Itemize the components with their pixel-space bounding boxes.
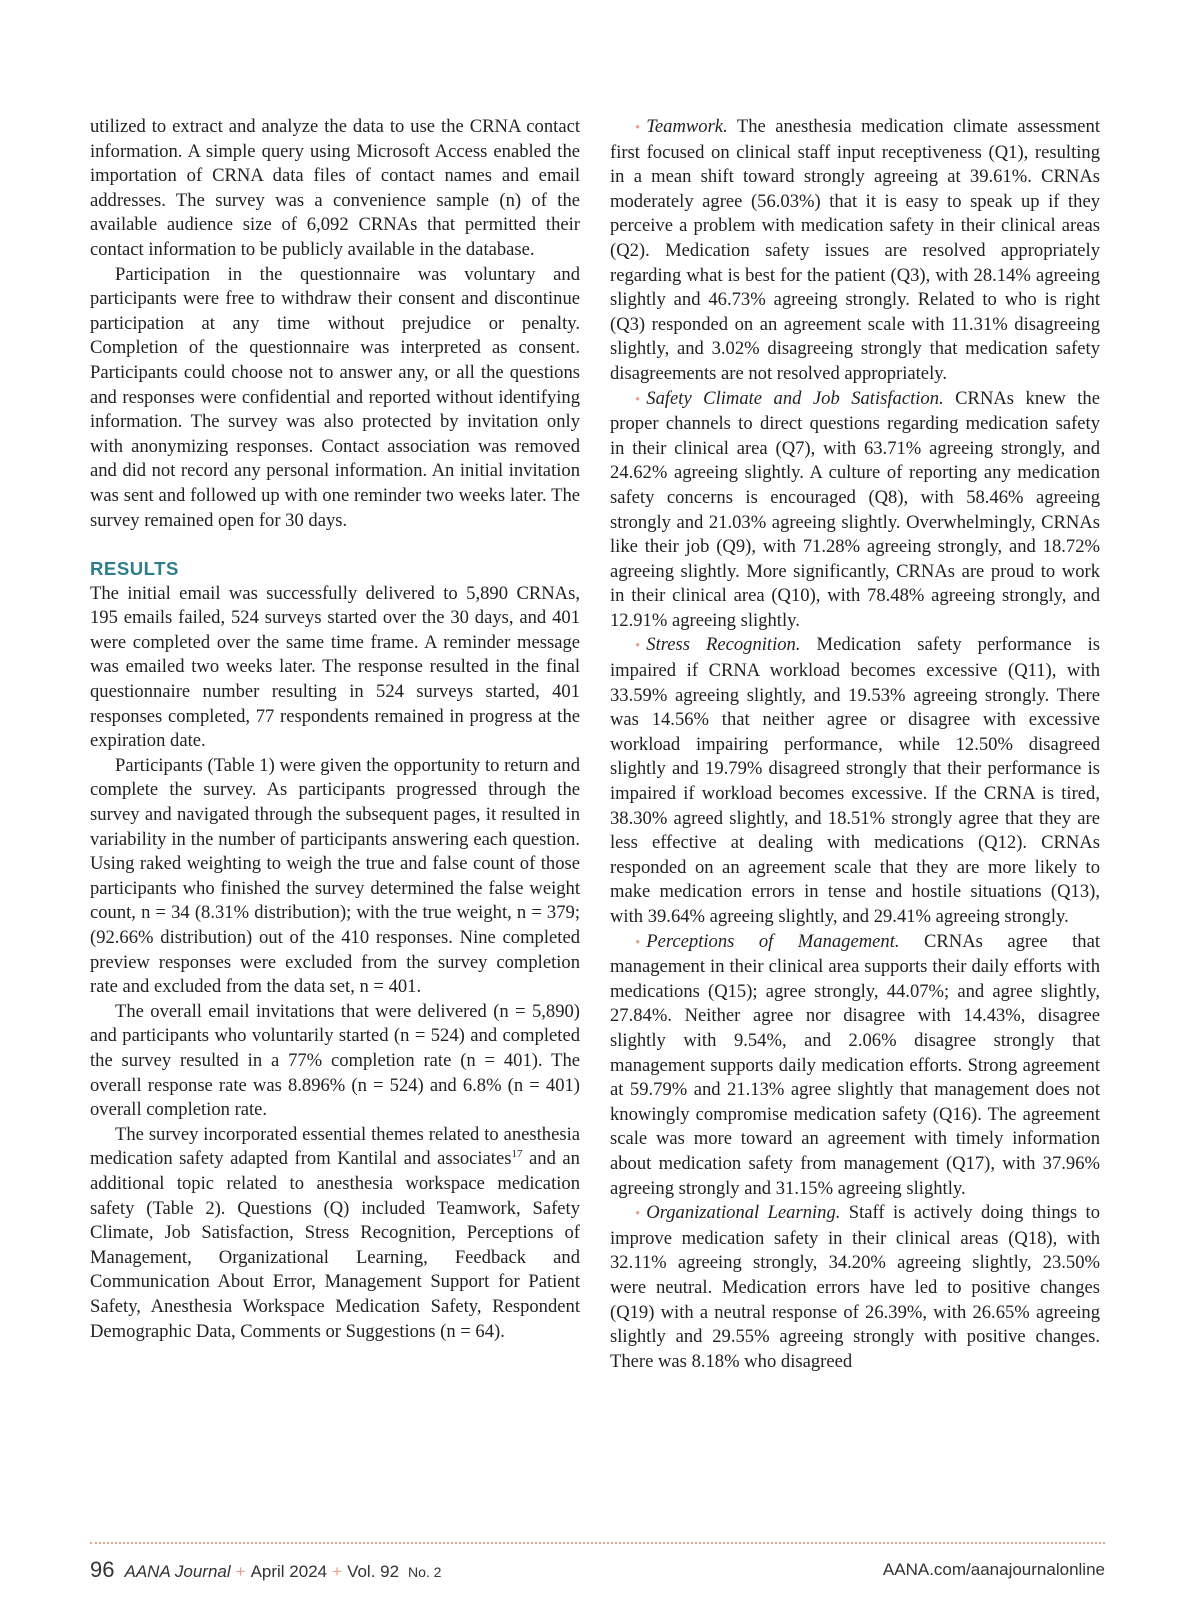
perceptions-management-label: Perceptions of Management. — [646, 930, 900, 952]
page-number: 96 — [90, 1557, 115, 1582]
teamwork-paragraph — [610, 115, 1100, 387]
journal-url: AANA.com/aanajournalonline — [882, 1560, 1105, 1579]
plus-icon: + — [235, 1562, 246, 1581]
journal-name: AANA Journal — [124, 1562, 231, 1581]
teamwork-text: The anesthesia medication climate assessment first focused on clinical staff input receptiveness (Q1), resulting in a mean shift toward strongly agreeing at 39.61%. CRNAs moderately agree (56.03%) that it is easy to speak up if they perceive a problem with medication safety in their clinical areas (Q2). Medication safety issues are resolved appropriately regarding what is best for the patient (Q3), with 28.14% agreeing slightly and 46.73% agreeing strongly. Related to who is right (Q3) responded on an agreement scale with 11.31% disagreeing slightly, and 3.02% disagreeing strongly that medication safety disagreements are not resolved appropriately. — [610, 116, 1100, 384]
survey-themes-text-a: The survey incorporated essential themes related to anesthesia medication safety adapted from Kantilal and associates — [90, 1123, 580, 1170]
organizational-learning-label: Organizational Learning. — [646, 1202, 841, 1224]
safety-climate-label: Safety Climate and Job Satisfaction. — [646, 387, 944, 409]
safety-climate-paragraph — [610, 387, 1100, 634]
page-footer — [90, 1557, 1105, 1587]
plus-icon: + — [332, 1562, 343, 1581]
survey-themes-text-b: and an additional topic related to anesthesia workspace medication safety (Table 2). Questions (Q) included Teamwork, Safety Climate, Job Satisfaction, Stress Recognition, Perceptions of Management, Organizational Learning, Feedback and Communication About Error, Management Support for Patient Safety, Anesthesia Workspace Medication Safety, Respondent Demographic Data, Comments or Suggestions (n = 64). — [90, 1148, 580, 1342]
bullet-icon: • — [635, 120, 641, 136]
perceptions-management-text: CRNAs agree that management in their clinical area supports their daily efforts with medications (Q15); agree strongly, 44.07%; and agree slightly, 27.84%. Neither agree nor disagree with 14.43%, disagree slightly with 9.54%, and 2.06% disagree strongly that management supports daily medication efforts. Strong agreement at 59.79% and 21.13% agree slightly that management does not knowingly compromise medication safety (Q16). The agreement scale was more toward an agreement with timely information about medication safety from management (Q17), with 37.96% agreeing strongly and 31.15% agreeing slightly. — [610, 930, 1100, 1199]
paragraph-results-email: The initial email was successfully delivered to 5,890 CRNAs, 195 emails failed, 524 surveys started over the 30 days, and 401 were completed over the same time frame. A reminder message was emailed two weeks later. The response resulted in the final questionnaire number resulting in 524 surveys started, 401 responses completed, 77 respondents remained in progress at the expiration date. — [90, 582, 580, 752]
stress-recognition-text: Medication safety performance is impaired if CRNA workload becomes excessive (Q11), with 33.59% agreeing slightly, and 19.53% agreeing strongly. There was 14.56% that neither agree or disagree with excessive workload impairing performance, while 12.50% disagreed slightly and 19.79% disagreed strongly that their performance is impaired if workload becomes excessive. If the CRNA is tired, 38.30% agreed slightly, and 18.51% strongly agree that they are less effective at dealing with medications (Q12). CRNAs responded on an agreement scale that they are more likely to make medication errors in tense and hostile situations (Q13), with 39.64% agreeing slightly, and 29.41% agreeing strongly. — [610, 634, 1100, 927]
paragraph-survey-themes — [90, 1123, 580, 1344]
perceptions-management-paragraph — [610, 930, 1100, 1202]
paragraph-response-rate: The overall email invitations that were delivered (n = 5,890) and participants who voluntarily started (n = 524) and completed the survey resulted in a 77% completion rate (n = 401). The overall response rate was 8.896% (n = 524) and 6.8% (n = 401) overall completion rate. — [90, 1000, 580, 1121]
bullet-icon: • — [635, 1206, 641, 1223]
right-column — [610, 115, 1100, 1374]
volume: Vol. 92 — [347, 1562, 400, 1581]
footer-divider — [90, 1542, 1105, 1544]
safety-climate-text: CRNAs knew the proper channels to direct questions regarding medication safety in their clinical area (Q7), with 63.71% agreeing strongly, and 24.62% agreeing slightly. A culture of reporting any medication safety concerns is encouraged (Q8), with 58.46% agreeing strongly and 21.03% agreeing slightly. Overwhelmingly, CRNAs like their job (Q9), with 71.28% agreeing strongly, and 18.72% agreeing slightly. More significantly, CRNAs are proud to work in their clinical area (Q10), with 78.48% agreeing strongly, and 12.91% agreeing slightly. — [610, 387, 1100, 631]
stress-recognition-paragraph — [610, 633, 1100, 929]
footer-citation — [90, 1557, 441, 1583]
bullet-icon: • — [635, 638, 641, 655]
bullet-icon: • — [635, 391, 641, 408]
paragraph-participants: Participants (Table 1) were given the opportunity to return and complete the survey. As participants progressed through the survey and navigated through the subsequent pages, it resulted in variability in the number of participants answering each question. Using raked weighting to weigh the true and false count of those participants who finished the survey determined the false weight count, n = 34 (8.31% distribution); with the true weight, n = 379; (92.66% distribution) out of the 410 responses. Nine completed preview responses were excluded from the survey completion rate and excluded from the data set, n = 401. — [90, 754, 580, 998]
paragraph-methods-data: utilized to extract and analyze the data to use the CRNA contact information. A simple query using Microsoft Access enabled the importation of CRNA data files of contact names and email addresses. The survey was a convenience sample (n) of the available audience size of 6,092 CRNAs that permitted their contact information to be publicly available in the database. — [90, 116, 580, 260]
teamwork-label: Teamwork. — [646, 116, 728, 137]
organizational-learning-paragraph — [610, 1201, 1100, 1374]
bullet-icon: • — [635, 934, 641, 951]
reference-superscript: 17 — [511, 1148, 523, 1161]
paragraph-participation: Participation in the questionnaire was voluntary and participants were free to withdraw their consent and discontinue participation at any time without prejudice or penalty. Completion of the questionnaire was interpreted as consent. Participants could choose not to answer any, or all the questions and responses were confidential and reported without identifying information. The survey was also protected by invitation only with anonymizing responses. Contact association was removed and did not record any personal information. An initial invitation was sent and followed up with one reminder two weeks later. The survey remained open for 30 days. — [90, 263, 580, 531]
issue-date: April 2024 — [250, 1562, 328, 1581]
results-heading: RESULTS — [90, 558, 179, 580]
left-column — [90, 115, 580, 1344]
stress-recognition-label: Stress Recognition. — [646, 634, 801, 656]
issue-number: No. 2 — [407, 1564, 442, 1580]
organizational-learning-text: Staff is actively doing things to improve medication safety in their clinical areas (Q18), with 32.11% agreeing strongly, 34.20% agreeing slightly, 23.50% were neutral. Medication errors have led to positive changes (Q19) with a neutral response of 26.39%, with 26.65% agreeing slightly and 29.55% agreeing strongly with positive changes. There was 8.18% who disagreed — [610, 1202, 1100, 1372]
